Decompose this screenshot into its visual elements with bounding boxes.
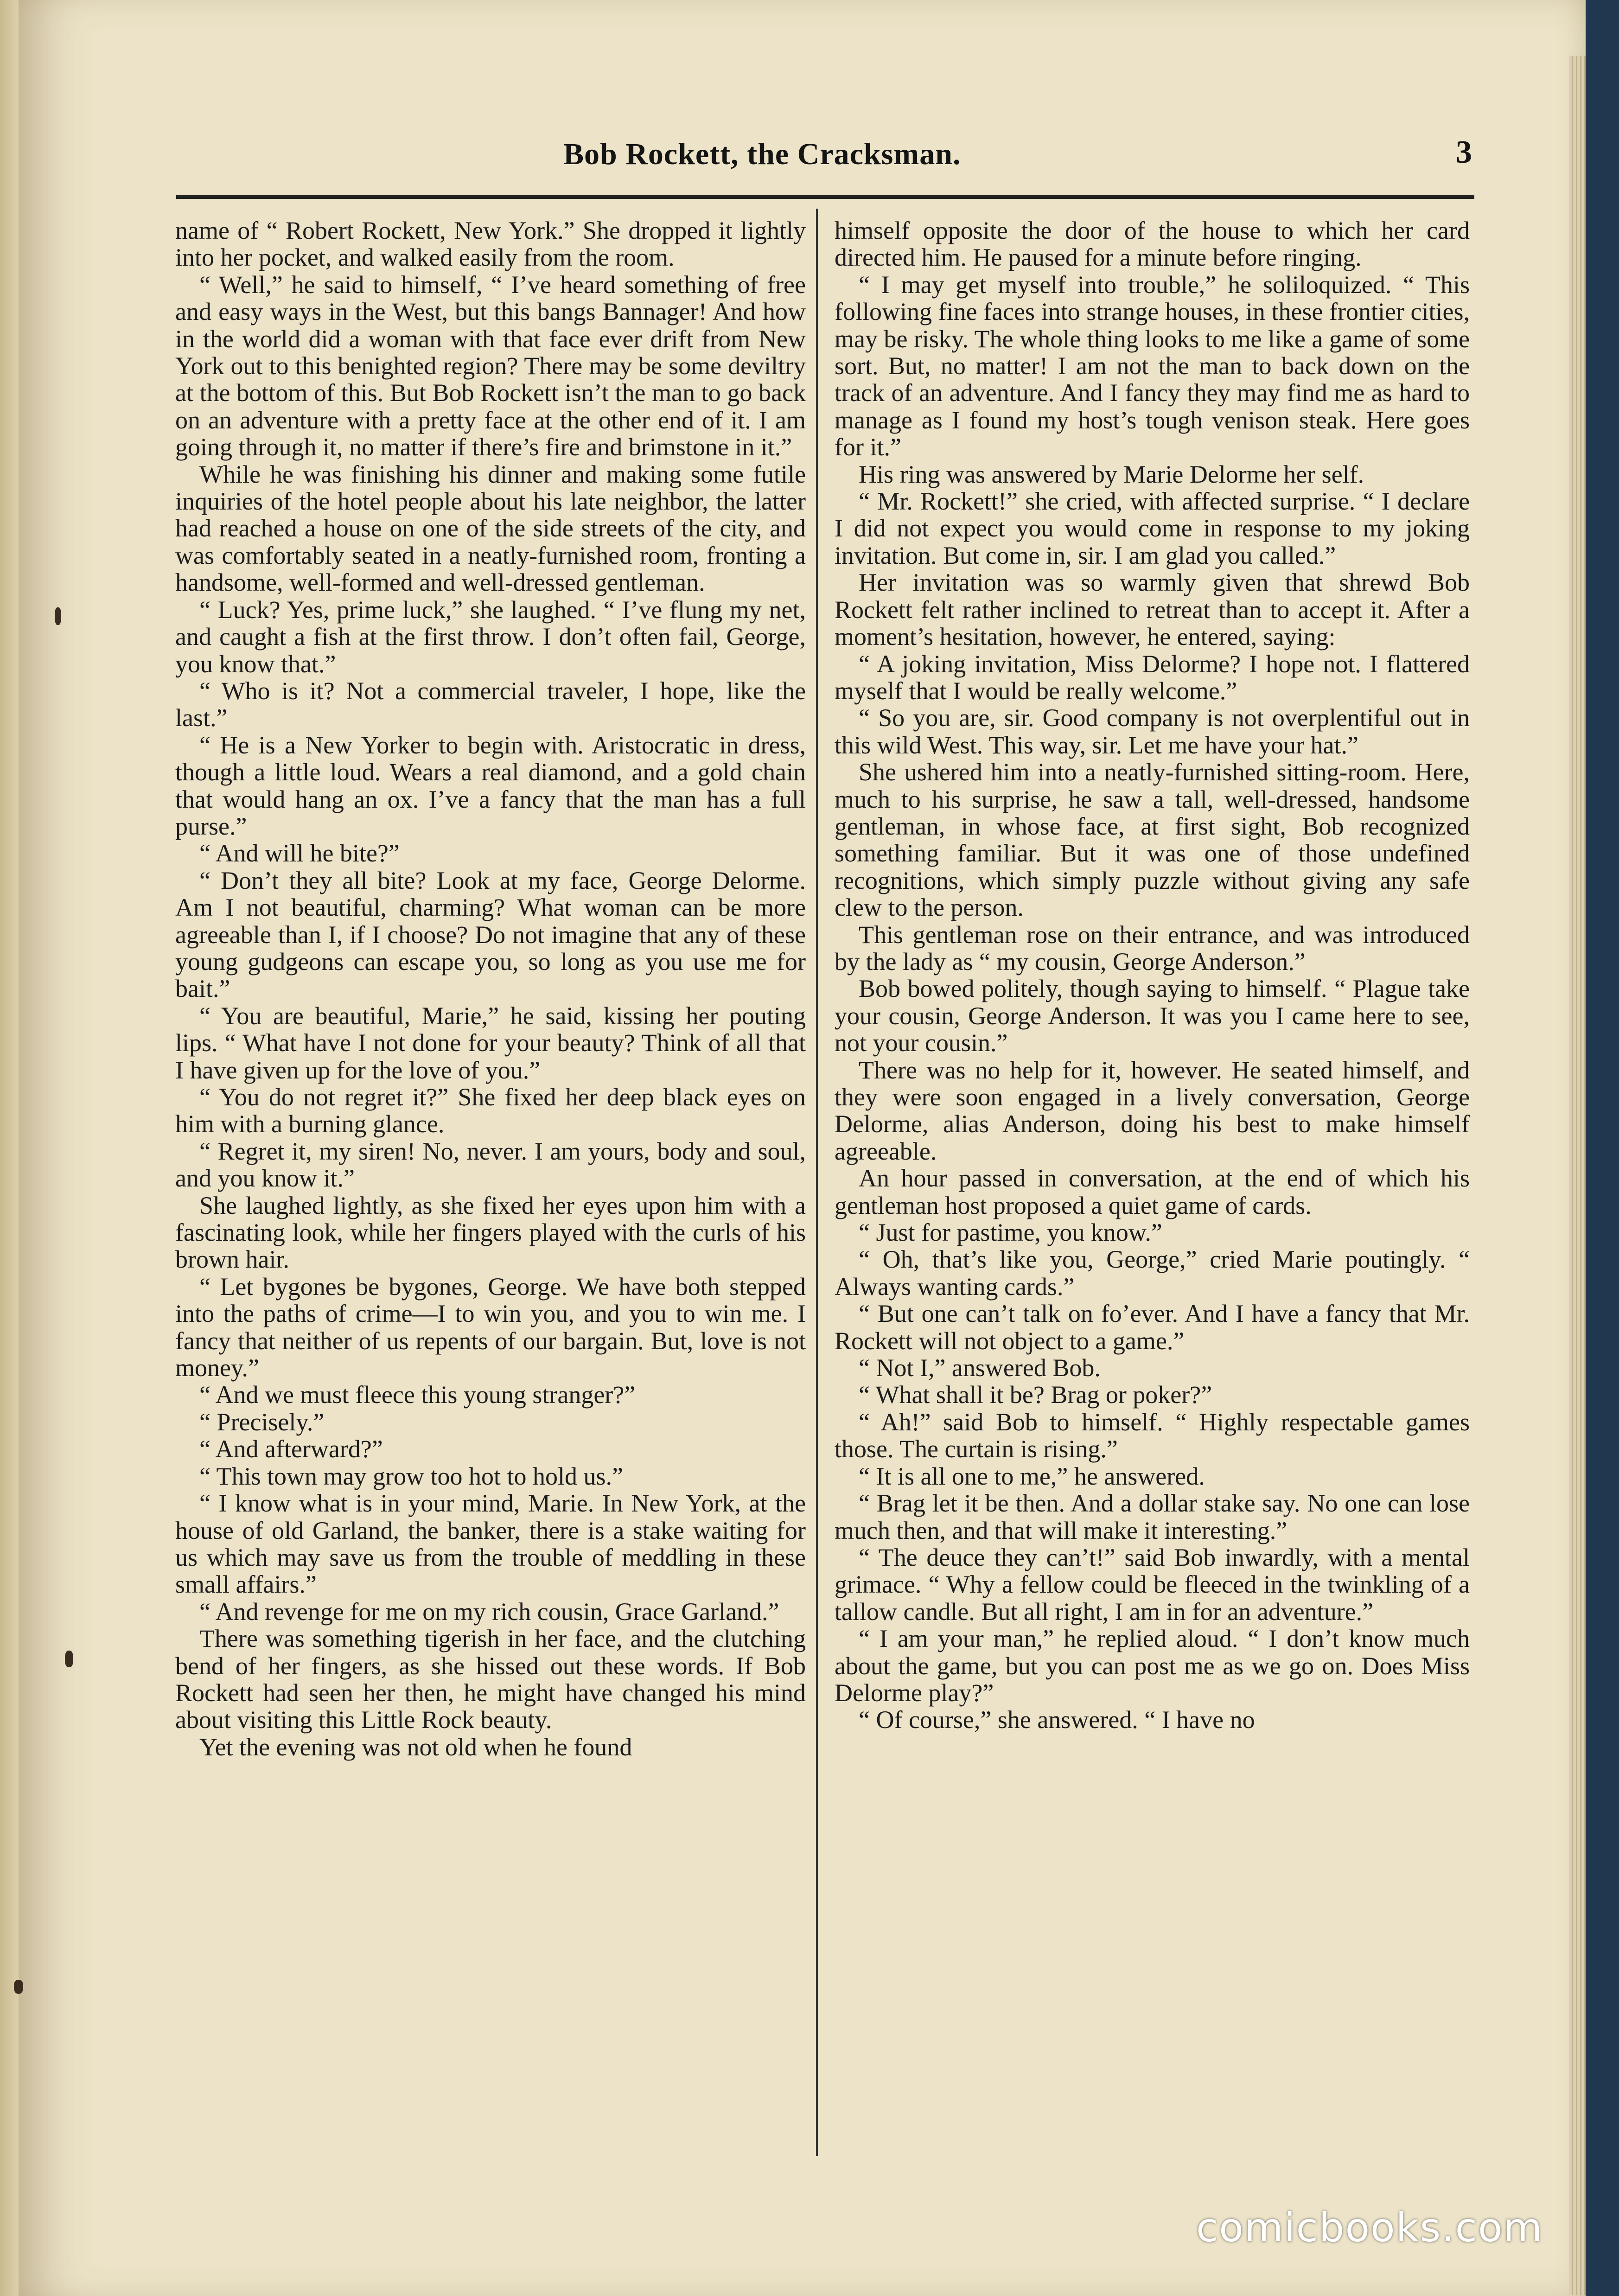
paragraph: “ Oh, that’s like you, George,” cried Marie poutingly. “ Always wanting cards.” xyxy=(835,1245,1470,1301)
paragraph: Yet the evening was not old when he found xyxy=(199,1733,632,1761)
paragraph: “ Mr. Rockett!” she cried, with affected surprise. “ I declare I did not expect you would come in response to my joking invitation. But come in, sir. I am glad you called.” xyxy=(835,487,1470,569)
paragraph: “ Luck? Yes, prime luck,” she laughed. “ I’ve flung my net, and caught a fish at the first throw. I don’t often fail, George, you know that.” xyxy=(175,595,806,678)
column-divider xyxy=(816,209,818,2156)
page-number: 3 xyxy=(1456,134,1472,170)
paragraph: An hour passed in conversation, at the end of which his gentleman host proposed a quiet game of cards. xyxy=(835,1164,1470,1219)
paragraph: “ And we must fleece this young stranger?” xyxy=(199,1381,636,1409)
paragraph: She laughed lightly, as she fixed her eyes upon him with a fascinating look, while her fingers played with the curls of his brown hair. xyxy=(175,1191,806,1274)
paragraph: “ Let bygones be bygones, George. We have both stepped into the paths of crime—I to win you, and you to win me. I fancy that neither of us repents of our bargain. But, love is not money.” xyxy=(175,1272,806,1382)
paragraph: “ It is all one to me,” he answered. xyxy=(859,1462,1205,1490)
paragraph: “ I am your man,” he replied aloud. “ I don’t know much about the game, but you can post me as we go on. Does Miss Delorme play?” xyxy=(835,1625,1470,1707)
binding-hole-mark xyxy=(65,1651,73,1667)
running-title: Bob Rockett, the Cracksman. xyxy=(563,137,961,171)
paragraph: himself opposite the door of the house to which her card directed him. He paused for a minute before ringing. xyxy=(835,217,1470,272)
paragraph: “ Regret it, my siren! No, never. I am yours, body and soul, and you know it.” xyxy=(175,1137,806,1193)
paragraph: “ Not I,” answered Bob. xyxy=(859,1354,1101,1382)
paragraph: “ Brag let it be then. And a dollar stake say. No one can lose much then, and that will make it interesting.” xyxy=(835,1489,1470,1544)
paragraph: There was something tigerish in her face, and the clutching bend of her fingers, as she hissed out these words. If Bob Rockett had seen her then, he might have changed his mind about visiting this Little Rock beauty. xyxy=(175,1625,806,1734)
paragraph: “ Just for pastime, you know.” xyxy=(859,1218,1162,1247)
binding-spine xyxy=(0,0,19,2296)
left-column xyxy=(175,217,806,2160)
paragraph: While he was finishing his dinner and making some futile inquiries of the hotel people about his late neighbor, the latter had reached a house on one of the side streets of the city, and was comfortably seated in a neatly-furnished room, fronting a handsome, well-formed and well-dressed gentleman. xyxy=(175,460,806,597)
paragraph: “ You are beautiful, Marie,” he said, kissing her pouting lips. “ What have I not done for your beauty? Think of all that I have given up for the love of you.” xyxy=(175,1001,806,1084)
paragraph: This gentleman rose on their entrance, and was introduced by the lady as “ my cousin, George Anderson.” xyxy=(835,920,1470,976)
binding-hole-mark xyxy=(14,1980,23,1994)
paragraph: Bob bowed politely, though saying to himself. “ Plague take your cousin, George Anderson. It was you I came here to see, not your cousin.” xyxy=(835,975,1470,1057)
paragraph: “ Don’t they all bite? Look at my face, George Delorme. Am I not beautiful, charming? What woman can be more agreeable than I, if I choose? Do not imagine that any of these young gudgeons can escape you, so long as you use me for bait.” xyxy=(175,866,806,1003)
paragraph: “ I may get myself into trouble,” he soliloquized. “ This following fine faces into strange houses, in these frontier cities, may be risky. The whole thing looks to me like a game of some sort. But, no matter! I am not the man to back down on the track of an adventure. And I fancy they may find me as hard to manage as I found my host’s tough venison steak. Here goes for it.” xyxy=(835,270,1470,461)
right-column xyxy=(835,217,1470,2160)
paragraph: “ I know what is in your mind, Marie. In New York, at the house of old Garland, the banker, there is a stake waiting for us which may save us from the trouble of meddling in these small affairs.” xyxy=(175,1489,806,1599)
paragraph: She ushered him into a neatly-furnished sitting-room. Here, much to his surprise, he saw a tall, well-dressed, handsome gentleman, in whose face, at first sight, Bob recognized something familiar. But it was one of those undefined recognitions, which simply puzzle without giving any safe clew to the person. xyxy=(835,758,1470,922)
paragraph: “ This town may grow too hot to hold us.” xyxy=(199,1462,623,1490)
paragraph: There was no help for it, however. He seated himself, and they were soon engaged in a lively conversation, George Delorme, alias Anderson, doing his best to make himself agreeable. xyxy=(835,1056,1470,1165)
paragraph: His ring was answered by Marie Delorme her self. xyxy=(859,460,1364,488)
paragraph: name of “ Robert Rockett, New York.” She dropped it lightly into her pocket, and walked easily from the room. xyxy=(175,217,806,272)
page-edges xyxy=(1569,56,1586,2295)
paragraph: “ And revenge for me on my rich cousin, Grace Garland.” xyxy=(199,1597,779,1626)
paragraph: “ And afterward?” xyxy=(199,1435,383,1463)
watermark: comicbooks.com xyxy=(1196,2205,1543,2251)
paragraph: “ Well,” he said to himself, “ I’ve heard something of free and easy ways in the West, but this bangs Bannager! And how in the world did a woman with that face ever drift from New York out to this benighted region? There may be some deviltry at the bottom of this. But Bob Rockett isn’t the man to go back on an adventure with a pretty face at the other end of it. I am going through it, no matter if there’s fire and brimstone in it.” xyxy=(175,270,806,461)
paragraph: “ But one can’t talk on fo’ever. And I have a fancy that Mr. Rockett will not object to a game.” xyxy=(835,1300,1470,1355)
paragraph: Her invitation was so warmly given that shrewd Bob Rockett felt rather inclined to retreat than to accept it. After a moment’s hesitation, however, he entered, saying: xyxy=(835,568,1470,651)
paragraph: “ Who is it? Not a commercial traveler, I hope, like the last.” xyxy=(175,676,806,732)
paragraph: “ You do not regret it?” She fixed her deep black eyes on him with a burning glance. xyxy=(175,1083,806,1138)
paragraph: “ Ah!” said Bob to himself. “ Highly respectable games those. The curtain is rising.” xyxy=(835,1408,1470,1463)
paragraph: “ What shall it be? Brag or poker?” xyxy=(859,1381,1212,1409)
running-header xyxy=(155,134,1472,188)
paragraph: “ So you are, sir. Good company is not overplentiful out in this wild West. This way, sir. Let me have your hat.” xyxy=(835,704,1470,759)
paragraph: “ And will he bite?” xyxy=(199,839,400,867)
binding-hole-mark xyxy=(55,607,61,625)
paragraph: “ A joking invitation, Miss Delorme? I hope not. I flattered myself that I would be really welcome.” xyxy=(835,650,1470,705)
paragraph: “ Of course,” she answered. “ I have no xyxy=(859,1706,1255,1734)
header-rule xyxy=(176,195,1474,199)
paragraph: “ He is a New Yorker to begin with. Aristocratic in dress, though a little loud. Wears a real diamond, and a gold chain that would hang an ox. I’ve a fancy that the man has a full purse.” xyxy=(175,731,806,840)
paragraph: “ Precisely.” xyxy=(199,1408,325,1436)
paragraph: “ The deuce they can’t!” said Bob inwardly, with a mental grimace. “ Why a fellow could be fleeced in the twinkling of a tallow candle. But all right, I am in for an adventure.” xyxy=(835,1543,1470,1626)
